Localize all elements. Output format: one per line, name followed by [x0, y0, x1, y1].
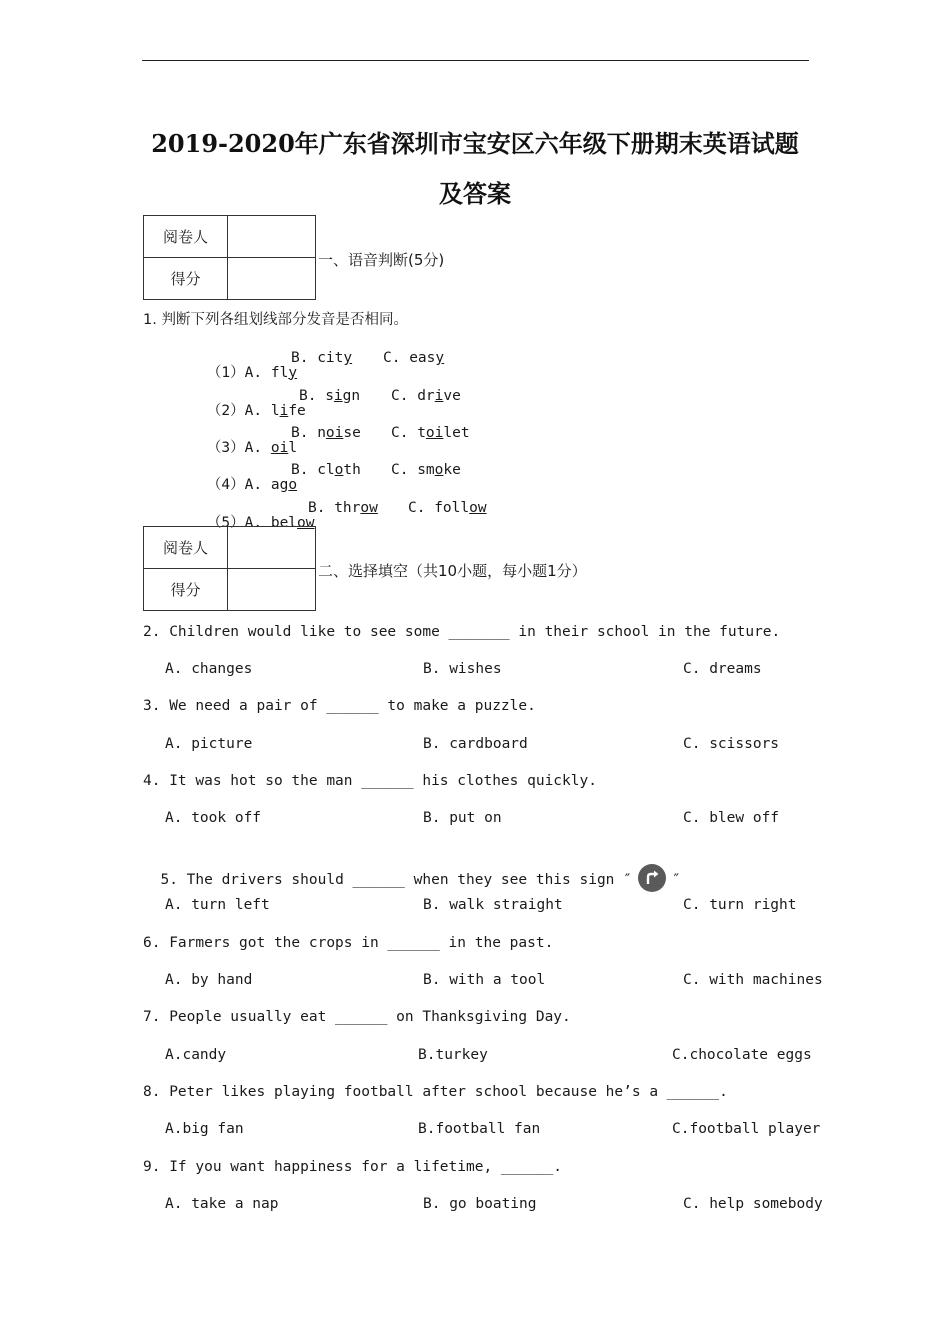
option-a[interactable]: A. took off	[165, 810, 262, 826]
phonics-option-b: B. noise	[291, 425, 361, 441]
score-label: 得分	[144, 569, 228, 611]
phonics-group: （3）A. oil	[206, 439, 298, 456]
question-stem: 4. It was hot so the man ______ his clothes quickly.	[143, 773, 597, 789]
underlined-letters: y	[288, 364, 298, 381]
question-stem: 3. We need a pair of ______ to make a puzzle.	[143, 698, 536, 714]
option-a[interactable]: A. changes	[165, 661, 253, 677]
header-rule	[142, 60, 809, 61]
option-b[interactable]: B. cardboard	[423, 736, 528, 752]
page-title-line2: 及答案	[439, 179, 511, 208]
question-stem-text: 5. The drivers should ______ when they see this sign ″	[160, 871, 632, 888]
question-stem-text: ″	[671, 871, 681, 888]
reviewer-field[interactable]	[228, 216, 316, 258]
option-b[interactable]: B. with a tool	[423, 972, 546, 988]
option-b[interactable]: B.turkey	[418, 1047, 488, 1063]
section-2-heading: 二、选择填空（共10小题，每小题1分）	[318, 562, 587, 580]
group-number: （1）	[206, 364, 245, 381]
option-b[interactable]: B. walk straight	[423, 897, 563, 913]
option-c[interactable]: C. blew off	[683, 810, 780, 826]
reviewer-label: 阅卷人	[144, 527, 228, 569]
question-stem: 7. People usually eat ______ on Thanksgiving Day.	[143, 1009, 571, 1025]
phonics-group	[172, 351, 297, 395]
option-text: A. fl	[244, 364, 289, 381]
phonics-option-b: B. sign	[299, 388, 361, 404]
phonics-option-b: B. cloth	[291, 462, 361, 478]
phonics-option-c: C. easy	[383, 350, 445, 366]
option-a[interactable]: A. turn left	[165, 897, 270, 913]
score-label: 得分	[144, 258, 228, 300]
page-title: 2019-2020年广东省深圳市宝安区六年级下册期末英语试题	[151, 129, 799, 158]
question-stem	[143, 851, 681, 894]
phonics-group: （2）A. life	[206, 402, 306, 419]
phonics-option-c: C. drive	[391, 388, 461, 404]
phonics-group: （5）A. below	[206, 514, 315, 531]
phonics-option-c: C. toilet	[391, 425, 470, 441]
phonics-group: （4）A. ago	[206, 476, 298, 493]
score-field[interactable]	[228, 569, 316, 611]
phonics-option-b: B. throw	[308, 500, 378, 516]
question-stem: 9. If you want happiness for a lifetime, ______.	[143, 1159, 563, 1175]
turn-right-sign-icon	[638, 864, 666, 892]
phonics-option-c: C. follow	[408, 500, 487, 516]
section-1-heading: 一、语音判断(5分)	[318, 251, 445, 269]
score-box-2	[143, 526, 316, 611]
option-a[interactable]: A. by hand	[165, 972, 253, 988]
option-c[interactable]: C. scissors	[683, 736, 780, 752]
reviewer-label: 阅卷人	[144, 216, 228, 258]
option-c[interactable]: C. turn right	[683, 897, 797, 913]
option-c[interactable]: C. help somebody	[683, 1196, 823, 1212]
option-b[interactable]: B.football fan	[418, 1121, 541, 1137]
question-stem: 2. Children would like to see some _______ in their school in the future.	[143, 624, 781, 640]
option-a[interactable]: A. picture	[165, 736, 253, 752]
phonics-option-b: B. city	[291, 350, 353, 366]
option-b[interactable]: B. wishes	[423, 661, 502, 677]
option-c[interactable]: C.chocolate eggs	[672, 1047, 812, 1063]
option-c[interactable]: C.football player	[672, 1121, 821, 1137]
score-box-1	[143, 215, 316, 300]
reviewer-field[interactable]	[228, 527, 316, 569]
option-b[interactable]: B. go boating	[423, 1196, 537, 1212]
question-stem: 6. Farmers got the crops in ______ in the past.	[143, 935, 554, 951]
option-c[interactable]: C. dreams	[683, 661, 762, 677]
question-1-stem: 1. 判断下列各组划线部分发音是否相同。	[143, 312, 408, 328]
question-stem: 8. Peter likes playing football after school because he’s a ______.	[143, 1084, 728, 1100]
option-a[interactable]: A.candy	[165, 1047, 227, 1063]
option-a[interactable]: A.big fan	[165, 1121, 244, 1137]
score-field[interactable]	[228, 258, 316, 300]
option-a[interactable]: A. take a nap	[165, 1196, 279, 1212]
option-c[interactable]: C. with machines	[683, 972, 823, 988]
option-b[interactable]: B. put on	[423, 810, 502, 826]
phonics-option-c: C. smoke	[391, 462, 461, 478]
